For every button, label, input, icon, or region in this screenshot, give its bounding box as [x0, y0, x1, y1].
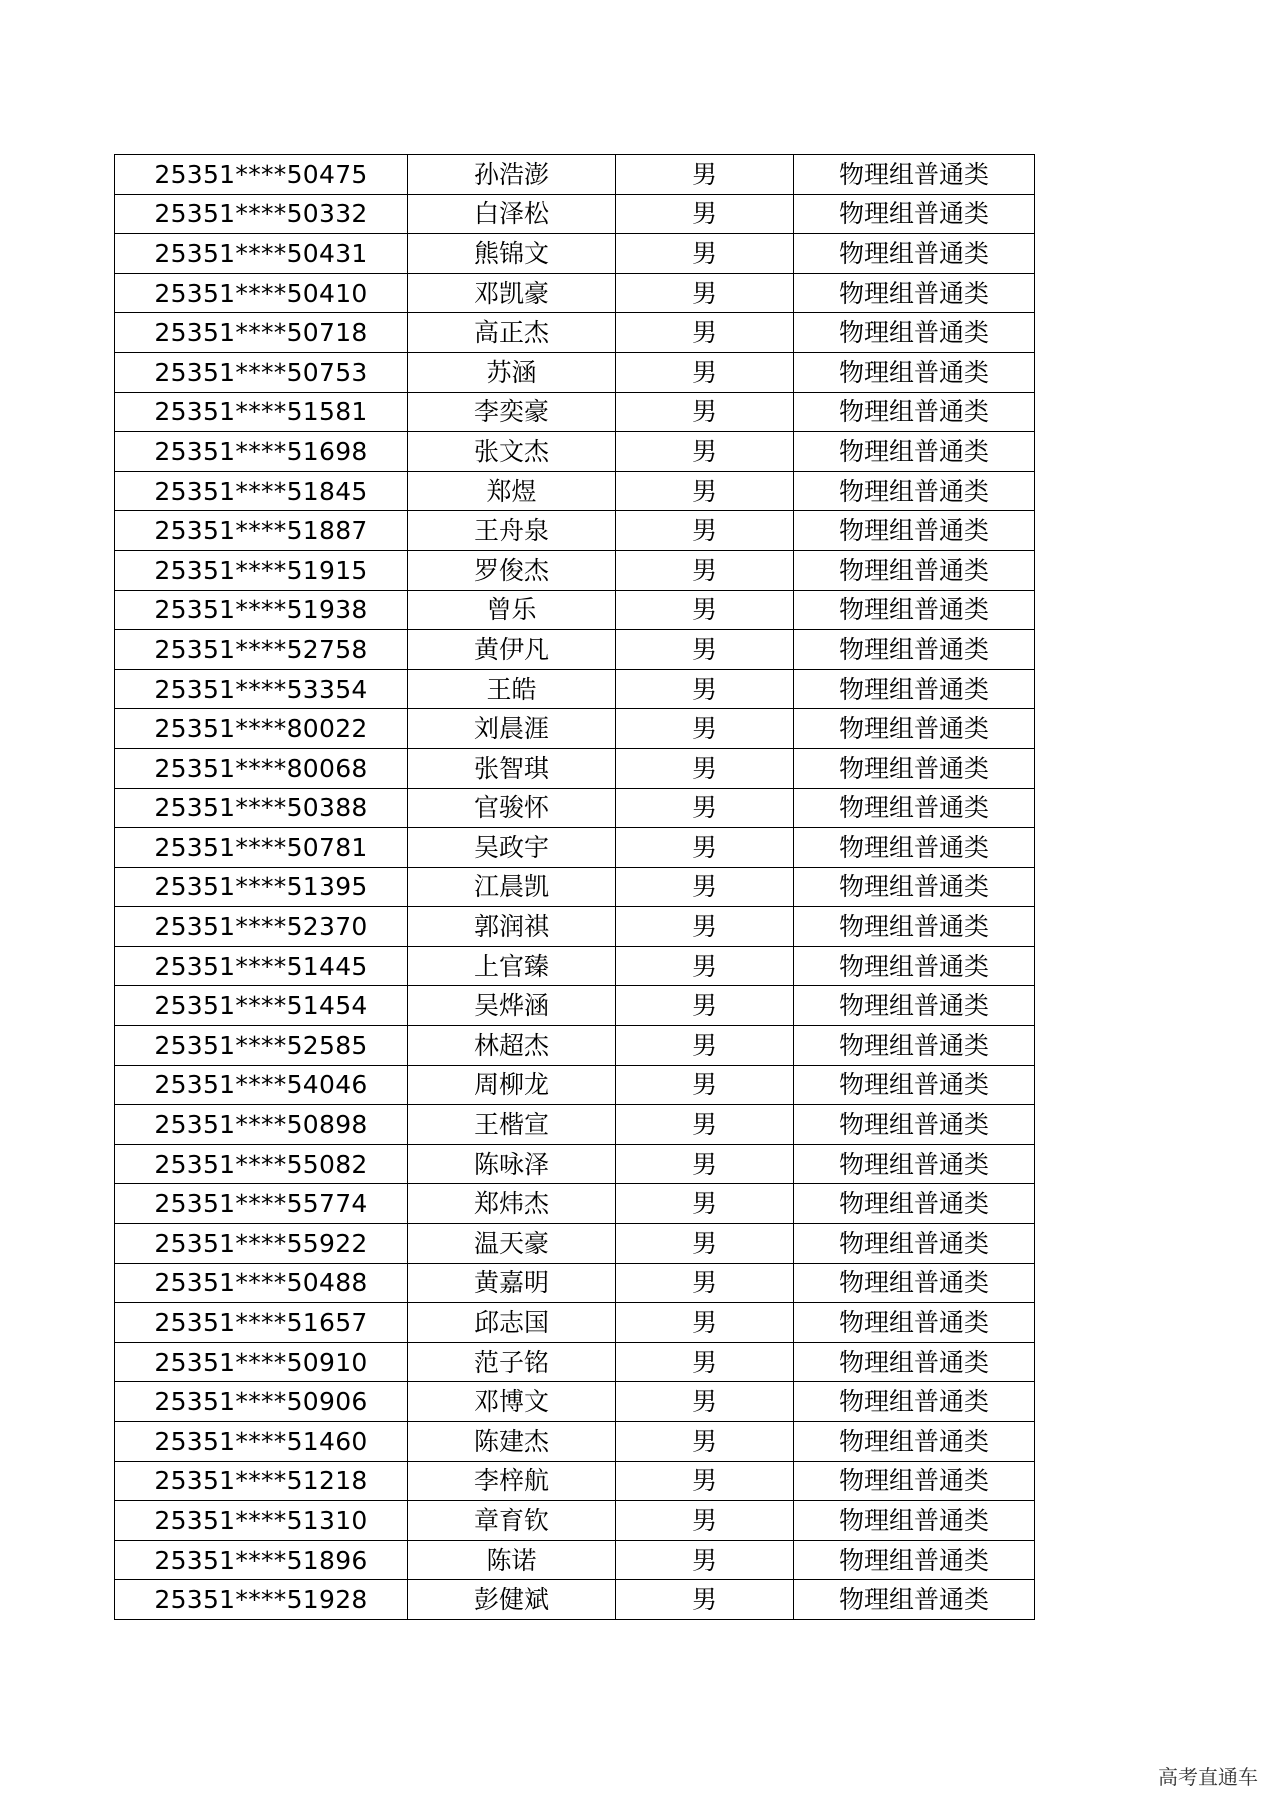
table-row	[115, 788, 1035, 828]
student-name-cell: 邱志国	[408, 1303, 616, 1343]
exam-number-cell: 25351****51395	[115, 867, 408, 907]
category-cell: 物理组普通类	[794, 1382, 1035, 1422]
table-row	[115, 313, 1035, 353]
student-name-cell: 熊锦文	[408, 234, 616, 274]
gender-cell: 男	[616, 828, 794, 868]
student-name-cell: 刘晨涯	[408, 709, 616, 749]
gender-cell: 男	[616, 1461, 794, 1501]
table-row	[115, 1501, 1035, 1541]
exam-number-cell: 25351****51887	[115, 511, 408, 551]
source-watermark: 高考直通车	[1158, 1765, 1258, 1789]
gender-cell: 男	[616, 1540, 794, 1580]
student-name-cell: 吴政宇	[408, 828, 616, 868]
gender-cell: 男	[616, 1342, 794, 1382]
gender-cell: 男	[616, 709, 794, 749]
gender-cell: 男	[616, 471, 794, 511]
exam-number-cell: 25351****50898	[115, 1105, 408, 1145]
exam-number-cell: 25351****50906	[115, 1382, 408, 1422]
student-name-cell: 林超杰	[408, 1026, 616, 1066]
category-cell: 物理组普通类	[794, 1105, 1035, 1145]
category-cell: 物理组普通类	[794, 1540, 1035, 1580]
gender-cell: 男	[616, 1224, 794, 1264]
category-cell: 物理组普通类	[794, 432, 1035, 472]
category-cell: 物理组普通类	[794, 748, 1035, 788]
table-row	[115, 867, 1035, 907]
category-cell: 物理组普通类	[794, 1580, 1035, 1620]
roster-table-body	[115, 155, 1035, 1620]
table-row	[115, 1224, 1035, 1264]
category-cell: 物理组普通类	[794, 352, 1035, 392]
table-row	[115, 907, 1035, 947]
student-name-cell: 章育钦	[408, 1501, 616, 1541]
student-name-cell: 郭润祺	[408, 907, 616, 947]
gender-cell: 男	[616, 1184, 794, 1224]
exam-number-cell: 25351****80022	[115, 709, 408, 749]
exam-number-cell: 25351****50475	[115, 155, 408, 195]
table-row	[115, 1303, 1035, 1343]
gender-cell: 男	[616, 273, 794, 313]
gender-cell: 男	[616, 748, 794, 788]
exam-number-cell: 25351****51928	[115, 1580, 408, 1620]
table-row	[115, 1105, 1035, 1145]
table-row	[115, 273, 1035, 313]
student-name-cell: 罗俊杰	[408, 550, 616, 590]
table-row	[115, 1026, 1035, 1066]
student-name-cell: 王舟泉	[408, 511, 616, 551]
gender-cell: 男	[616, 1303, 794, 1343]
table-row	[115, 1540, 1035, 1580]
exam-number-cell: 25351****51581	[115, 392, 408, 432]
gender-cell: 男	[616, 511, 794, 551]
student-name-cell: 李奕豪	[408, 392, 616, 432]
exam-number-cell: 25351****50388	[115, 788, 408, 828]
exam-number-cell: 25351****51938	[115, 590, 408, 630]
student-name-cell: 曾乐	[408, 590, 616, 630]
exam-number-cell: 25351****51915	[115, 550, 408, 590]
exam-number-cell: 25351****50781	[115, 828, 408, 868]
table-row	[115, 1461, 1035, 1501]
student-name-cell: 温天豪	[408, 1224, 616, 1264]
gender-cell: 男	[616, 1263, 794, 1303]
table-row	[115, 471, 1035, 511]
category-cell: 物理组普通类	[794, 1224, 1035, 1264]
exam-number-cell: 25351****50753	[115, 352, 408, 392]
student-name-cell: 黄嘉明	[408, 1263, 616, 1303]
category-cell: 物理组普通类	[794, 273, 1035, 313]
student-name-cell: 郑炜杰	[408, 1184, 616, 1224]
student-name-cell: 范子铭	[408, 1342, 616, 1382]
gender-cell: 男	[616, 1065, 794, 1105]
table-row	[115, 352, 1035, 392]
category-cell: 物理组普通类	[794, 1501, 1035, 1541]
exam-number-cell: 25351****50718	[115, 313, 408, 353]
exam-number-cell: 25351****51460	[115, 1422, 408, 1462]
category-cell: 物理组普通类	[794, 946, 1035, 986]
student-name-cell: 孙浩澎	[408, 155, 616, 195]
category-cell: 物理组普通类	[794, 313, 1035, 353]
category-cell: 物理组普通类	[794, 392, 1035, 432]
student-name-cell: 王皓	[408, 669, 616, 709]
gender-cell: 男	[616, 550, 794, 590]
student-name-cell: 张智琪	[408, 748, 616, 788]
table-row	[115, 511, 1035, 551]
exam-number-cell: 25351****51218	[115, 1461, 408, 1501]
student-name-cell: 黄伊凡	[408, 630, 616, 670]
student-name-cell: 邓凯豪	[408, 273, 616, 313]
table-row	[115, 155, 1035, 195]
exam-number-cell: 25351****55774	[115, 1184, 408, 1224]
table-row	[115, 1263, 1035, 1303]
gender-cell: 男	[616, 986, 794, 1026]
exam-number-cell: 25351****51657	[115, 1303, 408, 1343]
gender-cell: 男	[616, 352, 794, 392]
exam-number-cell: 25351****52585	[115, 1026, 408, 1066]
table-row	[115, 194, 1035, 234]
category-cell: 物理组普通类	[794, 1342, 1035, 1382]
student-name-cell: 吴烨涵	[408, 986, 616, 1026]
category-cell: 物理组普通类	[794, 155, 1035, 195]
category-cell: 物理组普通类	[794, 788, 1035, 828]
category-cell: 物理组普通类	[794, 590, 1035, 630]
exam-number-cell: 25351****51454	[115, 986, 408, 1026]
category-cell: 物理组普通类	[794, 1026, 1035, 1066]
table-row	[115, 1580, 1035, 1620]
gender-cell: 男	[616, 669, 794, 709]
exam-number-cell: 25351****50410	[115, 273, 408, 313]
category-cell: 物理组普通类	[794, 194, 1035, 234]
exam-number-cell: 25351****51310	[115, 1501, 408, 1541]
student-name-cell: 苏涵	[408, 352, 616, 392]
student-name-cell: 官骏怀	[408, 788, 616, 828]
student-name-cell: 陈咏泽	[408, 1144, 616, 1184]
gender-cell: 男	[616, 946, 794, 986]
category-cell: 物理组普通类	[794, 1065, 1035, 1105]
exam-number-cell: 25351****52370	[115, 907, 408, 947]
table-row	[115, 946, 1035, 986]
category-cell: 物理组普通类	[794, 907, 1035, 947]
exam-number-cell: 25351****51845	[115, 471, 408, 511]
gender-cell: 男	[616, 1382, 794, 1422]
gender-cell: 男	[616, 1144, 794, 1184]
table-row	[115, 1382, 1035, 1422]
table-row	[115, 709, 1035, 749]
category-cell: 物理组普通类	[794, 1263, 1035, 1303]
gender-cell: 男	[616, 1580, 794, 1620]
student-name-cell: 李梓航	[408, 1461, 616, 1501]
category-cell: 物理组普通类	[794, 1422, 1035, 1462]
exam-number-cell: 25351****54046	[115, 1065, 408, 1105]
exam-number-cell: 25351****52758	[115, 630, 408, 670]
exam-number-cell: 25351****51698	[115, 432, 408, 472]
exam-number-cell: 25351****80068	[115, 748, 408, 788]
table-row	[115, 550, 1035, 590]
exam-number-cell: 25351****50488	[115, 1263, 408, 1303]
student-name-cell: 高正杰	[408, 313, 616, 353]
category-cell: 物理组普通类	[794, 234, 1035, 274]
student-name-cell: 白泽松	[408, 194, 616, 234]
gender-cell: 男	[616, 234, 794, 274]
student-name-cell: 江晨凯	[408, 867, 616, 907]
gender-cell: 男	[616, 432, 794, 472]
table-row	[115, 1422, 1035, 1462]
gender-cell: 男	[616, 313, 794, 353]
gender-cell: 男	[616, 155, 794, 195]
exam-number-cell: 25351****50910	[115, 1342, 408, 1382]
table-row	[115, 1144, 1035, 1184]
gender-cell: 男	[616, 392, 794, 432]
category-cell: 物理组普通类	[794, 1144, 1035, 1184]
category-cell: 物理组普通类	[794, 1184, 1035, 1224]
table-row	[115, 1342, 1035, 1382]
student-name-cell: 上官臻	[408, 946, 616, 986]
student-roster-table	[114, 154, 1035, 1620]
table-row	[115, 392, 1035, 432]
student-name-cell: 邓博文	[408, 1382, 616, 1422]
table-row	[115, 1184, 1035, 1224]
table-row	[115, 986, 1035, 1026]
exam-number-cell: 25351****55082	[115, 1144, 408, 1184]
exam-number-cell: 25351****50431	[115, 234, 408, 274]
gender-cell: 男	[616, 788, 794, 828]
table-row	[115, 669, 1035, 709]
exam-number-cell: 25351****55922	[115, 1224, 408, 1264]
category-cell: 物理组普通类	[794, 550, 1035, 590]
category-cell: 物理组普通类	[794, 828, 1035, 868]
table-row	[115, 630, 1035, 670]
table-row	[115, 234, 1035, 274]
student-name-cell: 郑煜	[408, 471, 616, 511]
category-cell: 物理组普通类	[794, 1461, 1035, 1501]
gender-cell: 男	[616, 1422, 794, 1462]
gender-cell: 男	[616, 194, 794, 234]
category-cell: 物理组普通类	[794, 986, 1035, 1026]
table-row	[115, 590, 1035, 630]
gender-cell: 男	[616, 1105, 794, 1145]
student-name-cell: 王楷宣	[408, 1105, 616, 1145]
student-name-cell: 张文杰	[408, 432, 616, 472]
table-row	[115, 828, 1035, 868]
student-name-cell: 周柳龙	[408, 1065, 616, 1105]
category-cell: 物理组普通类	[794, 1303, 1035, 1343]
gender-cell: 男	[616, 1501, 794, 1541]
student-name-cell: 彭健斌	[408, 1580, 616, 1620]
gender-cell: 男	[616, 630, 794, 670]
category-cell: 物理组普通类	[794, 511, 1035, 551]
gender-cell: 男	[616, 867, 794, 907]
gender-cell: 男	[616, 590, 794, 630]
exam-number-cell: 25351****53354	[115, 669, 408, 709]
category-cell: 物理组普通类	[794, 669, 1035, 709]
gender-cell: 男	[616, 1026, 794, 1066]
table-row	[115, 1065, 1035, 1105]
category-cell: 物理组普通类	[794, 867, 1035, 907]
student-name-cell: 陈诺	[408, 1540, 616, 1580]
student-name-cell: 陈建杰	[408, 1422, 616, 1462]
gender-cell: 男	[616, 907, 794, 947]
table-row	[115, 748, 1035, 788]
category-cell: 物理组普通类	[794, 630, 1035, 670]
exam-number-cell: 25351****50332	[115, 194, 408, 234]
category-cell: 物理组普通类	[794, 471, 1035, 511]
exam-number-cell: 25351****51445	[115, 946, 408, 986]
exam-number-cell: 25351****51896	[115, 1540, 408, 1580]
table-row	[115, 432, 1035, 472]
category-cell: 物理组普通类	[794, 709, 1035, 749]
